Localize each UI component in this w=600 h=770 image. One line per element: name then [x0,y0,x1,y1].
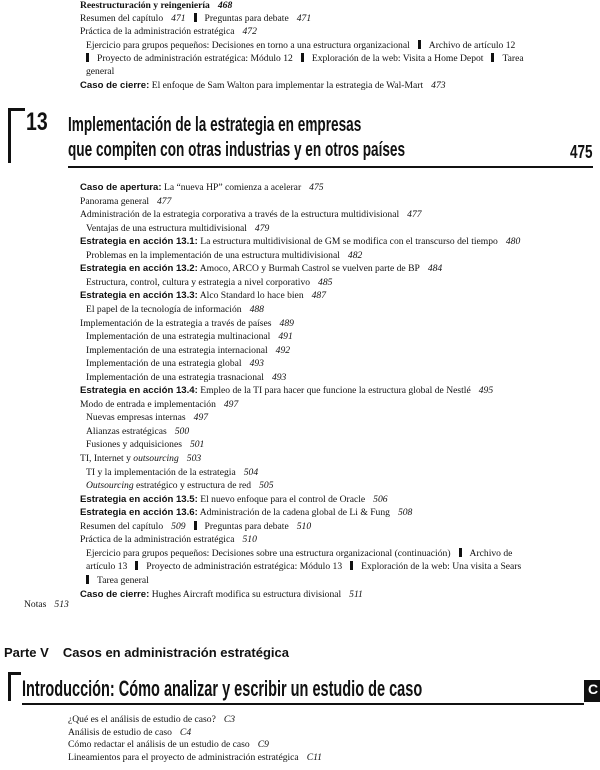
toc-entry: general [86,66,115,77]
toc-entry: Ejercicio para grupos pequeños: Decisiones en torno a una estructura organizacional Archivo de artículo 12 [86,40,516,51]
separator-bar [86,575,89,584]
toc-entry: Panorama general 477 [80,196,172,207]
toc-entry: Estrategia en acción 13.3: Alco Standard lo hace bien 487 [80,290,327,301]
toc-entry: Resumen del capítulo 509 Preguntas para debate 510 [80,521,312,532]
chapter-page: 475 [570,142,593,162]
toc-entry: Implementación de la estrategia a través de países 489 [80,318,294,329]
intro-title: Introducción: Cómo analizar y escribir un estudio de caso [22,676,423,701]
toc-entry: TI y la implementación de la estrategia 504 [86,467,259,478]
toc-entry: Implementación de una estrategia internacional 492 [86,345,291,356]
toc-entry: Proyecto de administración estratégica: Módulo 12 Exploración de la web: Visita a Home Depot Tarea [86,53,524,64]
separator-bar [194,521,197,530]
toc-entry: Administración de la estrategia corporativa a través de la estructura multidivisional 477 [80,209,422,220]
toc-entry: Práctica de la administración estratégica 472 [80,26,257,37]
chapter-rule [68,166,593,168]
toc-entry: Problemas en la implementación de una estructura multidivisional 482 [86,250,363,261]
separator-bar [350,561,353,570]
toc-entry: Práctica de la administración estratégica 510 [80,534,257,545]
toc-entry: Caso de cierre: El enfoque de Sam Walton para implementar la estrategia de Wal-Mart 473 [80,80,446,91]
toc-entry: Tarea general [86,575,149,586]
chapter-title-line2: que compiten con otras industrias y en otros países [68,139,406,161]
intro-bracket [8,672,21,701]
toc-entry: Resumen del capítulo 471 Preguntas para debate 471 [80,13,312,24]
toc-entry: Estructura, control, cultura y estrategia a nivel corporativo 485 [86,277,333,288]
toc-entry: El papel de la tecnología de información 488 [86,304,264,315]
separator-bar [194,13,197,22]
toc-entry: Estrategia en acción 13.2: Amoco, ARCO y Burmah Castrol se vuelven parte de BP 484 [80,263,443,274]
separator-bar [86,53,89,62]
toc-entry: Modo de entrada e implementación 497 [80,399,239,410]
section-tab: C [584,680,600,702]
toc-entry: Estrategia en acción 13.1: La estructura multidivisional de GM se modifica con el transcurso del tiempo 480 [80,236,521,247]
separator-bar [491,53,494,62]
toc-entry: Nuevas empresas internas 497 [86,412,209,423]
separator-bar [418,40,421,49]
toc-entry: Caso de apertura: La “nueva HP” comienza a acelerar 475 [80,182,324,193]
toc-entry: Ventajas de una estructura multidivisional 479 [86,223,270,234]
separator-bar [459,548,462,557]
toc-entry: Implementación de una estrategia multinacional 491 [86,331,293,342]
toc-entry: Ejercicio para grupos pequeños: Decisiones sobre una estructura organizacional (continuación) Archivo de [86,548,513,559]
toc-entry: Implementación de una estrategia trasnacional 493 [86,372,287,383]
toc-entry: artículo 13 Proyecto de administración estratégica: Módulo 13 Exploración de la web: Una visita a Sears [86,561,522,572]
chapter-bracket [8,108,25,163]
part-heading: Parte V Casos en administración estratégica [4,645,289,660]
intro-entry: ¿Qué es el análisis de estudio de caso? C3 [68,714,236,725]
toc-entry: Outsourcing estratégico y estructura de red 505 [86,480,274,491]
toc-entry: Fusiones y adquisiciones 501 [86,439,205,450]
intro-entry: Análisis de estudio de caso C4 [68,727,192,738]
toc-entry: Alianzas estratégicas 500 [86,426,190,437]
separator-bar [301,53,304,62]
toc-entry: Implementación de una estrategia global 493 [86,358,264,369]
intro-entry: Cómo redactar el análisis de un estudio de caso C9 [68,739,269,750]
intro-entry: Lineamientos para el proyecto de administración estratégica C11 [68,752,322,763]
toc-entry: Estrategia en acción 13.5: El nuevo enfoque para el control de Oracle 506 [80,494,388,505]
separator-bar [135,561,138,570]
toc-entry: TI, Internet y outsourcing 503 [80,453,202,464]
toc-entry: Estrategia en acción 13.6: Administración de la cadena global de Li & Fung 508 [80,507,413,518]
notes-entry: Notas 513 [24,599,69,610]
toc-entry: Reestructuración y reingeniería 468 [80,0,233,11]
toc-entry: Estrategia en acción 13.4: Empleo de la TI para hacer que funcione la estructura global de Nestlé 495 [80,385,494,396]
chapter-title-line1: Implementación de la estrategia en empresas [68,114,362,136]
intro-rule [22,703,584,705]
toc-entry: Caso de cierre: Hughes Aircraft modifica su estructura divisional 511 [80,589,363,600]
chapter-number: 13 [26,108,48,136]
